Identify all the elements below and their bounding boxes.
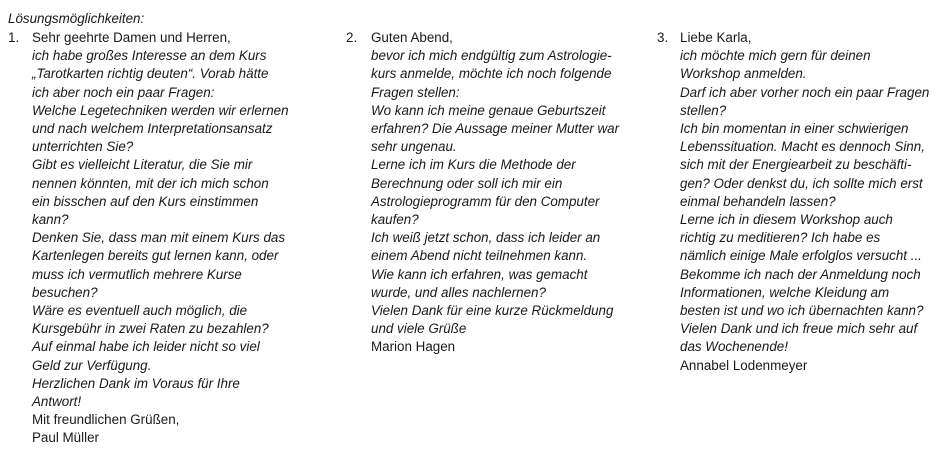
letter-line: sich mit der Energiearbeit zu beschäfti- [680,157,912,173]
letter-line: muss ich vermutlich mehrere Kurse [32,266,242,282]
page-heading: Lösungsmöglichkeiten: [8,11,145,26]
letter-line: Herzlichen Dank im Voraus für Ihre [32,375,240,391]
letter-line: „Tarotkarten richtig deuten“. Vorab hätte [32,66,269,82]
letter-line: kurs anmelde, möchte ich noch folgende [371,66,612,82]
letter-line: Berechnung oder soll ich mir ein [371,175,563,191]
letter-line: Auf einmal habe ich leider nicht so viel [32,339,260,355]
letter-number: 1. [8,30,20,45]
letter-line: Kursgebühr in zwei Raten zu bezahlen? [32,321,269,337]
letter-line: ein bisschen auf den Kurs einstimmen [32,193,259,209]
letter-line: besten ist und wo ich übernachten kann? [680,303,924,319]
letter-line: Paul Müller [32,430,99,446]
letter-line: kann? [32,212,69,228]
letter-line: Guten Abend, [371,30,453,45]
letter-number: 2. [346,30,358,45]
letter-line: Ich weiß jetzt schon, dass ich leider an [371,230,601,246]
letter-line: besuchen? [32,284,98,300]
letter-number: 3. [657,30,669,45]
letter-line: Vielen Dank und ich freue mich sehr auf [680,321,918,337]
letter-line: das Wochenende! [680,339,788,355]
letter-line: nämlich einige Male erfolglos versucht ... [680,248,922,264]
letter-body [680,29,929,375]
letter-line: Mit freundlichen Grüßen, [32,412,180,428]
letter-line: wurde, und alles nachlernen? [371,284,546,300]
letter-line: Geld zur Verfügung. [32,357,152,373]
letter-line: Darf ich aber vorher noch ein paar Fragen [680,84,930,100]
letter-line: Fragen stellen: [371,84,460,100]
letter-line: und nach welchem Interpretationsansatz [32,121,273,137]
letter-line: Marion Hagen [371,339,456,355]
letter-line: Workshop anmelden. [680,66,807,82]
letter-body [32,29,289,448]
letter-line: Gibt es vielleicht Literatur, die Sie mir [32,157,253,173]
letter-line: Lebenssituation. Macht es dennoch Sinn, [680,139,925,155]
letter-line: stellen? [680,102,727,118]
letter-line: Welche Legetechniken werden wir erlernen [32,102,289,118]
letter-line: sehr ungenau. [371,139,457,155]
letter-line: nennen könnten, mit der ich mich schon [32,175,269,191]
letter-line: Vielen Dank für eine kurze Rückmeldung [371,303,614,319]
letter-line: Wo kann ich meine genaue Geburtszeit [371,102,606,118]
letter-line: Antwort! [32,394,82,410]
letter-line: unterrichten Sie? [32,139,134,155]
letter-line: Informationen, welche Kleidung am [680,284,890,300]
letter-line: Kartenlegen bereits gut lernen kann, oder [32,248,279,264]
letter-line: einem Abend nicht teilnehmen kann. [371,248,588,264]
letter-line: Wäre es eventuell auch möglich, die [32,303,248,319]
letter-line: kaufen? [371,212,419,228]
letter-line: ich aber noch ein paar Fragen: [32,84,215,100]
letter-line: gen? Oder denkst du, ich sollte mich erst [680,175,923,191]
letter-line: ich möchte mich gern für deinen [680,48,871,64]
letter-line: Denken Sie, dass man mit einem Kurs das [32,230,286,246]
letter-line: Ich bin momentan in einer schwierigen [680,121,909,137]
letter-line: Wie kann ich erfahren, was gemacht [371,266,588,282]
letter-line: Lerne ich im Kurs die Methode der [371,157,576,173]
letter-line: Sehr geehrte Damen und Herren, [32,30,231,45]
letter-body [371,29,619,357]
letter-line: Astrologieprogramm für den Computer [371,193,600,209]
letter-line: ich habe großes Interesse an dem Kurs [32,48,267,64]
letter-line: Annabel Lodenmeyer [680,357,808,373]
letter-line: erfahren? Die Aussage meiner Mutter war [371,121,620,137]
letter-line: einmal behandeln lassen? [680,193,836,209]
letter-line: Bekomme ich nach der Anmeldung noch [680,266,921,282]
letter-line: bevor ich mich endgültig zum Astrologie- [371,48,612,64]
letter-line: Lerne ich in diesem Workshop auch [680,212,893,228]
letter-line: richtig zu meditieren? Ich habe es [680,230,881,246]
letter-line: Liebe Karla, [680,30,752,45]
letter-line: und viele Grüße [371,321,467,337]
